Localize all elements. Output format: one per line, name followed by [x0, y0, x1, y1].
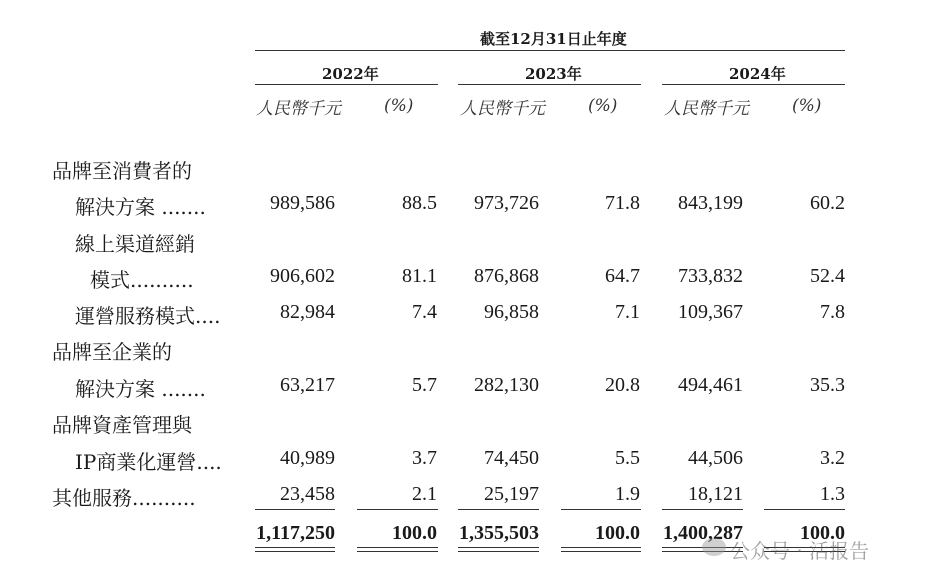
row-label: 其他服務..........	[52, 486, 196, 510]
table-cell: 63,217	[280, 374, 335, 396]
table-cell: 88.5	[402, 192, 437, 214]
subtotal-rule	[764, 509, 845, 510]
table-cell: 35.3	[810, 374, 845, 396]
table-cell: 44,506	[688, 447, 743, 469]
table-cell: 3.2	[820, 447, 845, 469]
total-cell: 1,117,250	[256, 522, 335, 544]
table-cell: 2.1	[412, 483, 437, 505]
table-cell: 60.2	[810, 192, 845, 214]
year-2023: 2023年	[525, 65, 582, 83]
table-cell: 989,586	[270, 192, 335, 214]
table-cell: 96,858	[484, 301, 539, 323]
row-label: 解決方案 .......	[75, 377, 206, 401]
year-rule-2022	[255, 84, 438, 85]
year-2024: 2024年	[729, 65, 786, 83]
table-cell: 5.5	[615, 447, 640, 469]
total-cell: 100.0	[800, 522, 845, 544]
table-cell: 7.8	[820, 301, 845, 323]
table-cell: 74,450	[484, 447, 539, 469]
total-double-rule	[561, 547, 641, 552]
table-cell: 25,197	[484, 483, 539, 505]
table-cell: 64.7	[605, 265, 640, 287]
subtotal-rule	[458, 509, 539, 510]
table-cell: 494,461	[678, 374, 743, 396]
table-cell: 282,130	[474, 374, 539, 396]
row-label: 品牌至企業的	[52, 340, 172, 364]
total-cell: 1,355,503	[459, 522, 539, 544]
watermark-text: 公众号 · 活报告	[730, 539, 870, 563]
total-cell: 1,400,287	[663, 522, 743, 544]
total-cell: 100.0	[392, 522, 437, 544]
table-cell: 5.7	[412, 374, 437, 396]
row-label: 品牌資產管理與	[52, 413, 192, 437]
table-cell: 3.7	[412, 447, 437, 469]
unit-pct-2024: (%)	[792, 96, 822, 116]
table-cell: 906,602	[270, 265, 335, 287]
period-rule	[255, 50, 845, 51]
table-cell: 733,832	[678, 265, 743, 287]
row-label: 線上渠道經銷	[75, 232, 195, 256]
unit-pct-2023: (%)	[588, 96, 618, 116]
year-rule-2024	[662, 84, 845, 85]
period-header: 截至12月31日止年度	[480, 30, 627, 48]
table-cell: 7.1	[615, 301, 640, 323]
table-cell: 1.3	[820, 483, 845, 505]
table-cell: 20.8	[605, 374, 640, 396]
table-cell: 109,367	[678, 301, 743, 323]
subtotal-rule	[255, 509, 335, 510]
total-double-rule	[255, 547, 335, 552]
unit-rmb-2024: 人民幣千元	[664, 99, 749, 119]
unit-rmb-2023: 人民幣千元	[460, 99, 545, 119]
table-cell: 1.9	[615, 483, 640, 505]
table-cell: 18,121	[688, 483, 743, 505]
table-cell: 52.4	[810, 265, 845, 287]
row-label: IP商業化運營....	[75, 450, 222, 474]
wechat-icon	[702, 538, 726, 556]
table-cell: 7.4	[412, 301, 437, 323]
subtotal-rule	[561, 509, 641, 510]
unit-rmb-2022: 人民幣千元	[256, 99, 341, 119]
total-double-rule	[357, 547, 438, 552]
year-rule-2023	[458, 84, 641, 85]
subtotal-rule	[357, 509, 438, 510]
table-cell: 23,458	[280, 483, 335, 505]
table-cell: 973,726	[474, 192, 539, 214]
year-2022: 2022年	[322, 65, 379, 83]
unit-pct-2022: (%)	[384, 96, 414, 116]
total-double-rule	[458, 547, 539, 552]
row-label: 品牌至消費者的	[52, 159, 192, 183]
row-label: 模式..........	[90, 268, 194, 292]
table-cell: 843,199	[678, 192, 743, 214]
row-label: 運營服務模式....	[75, 304, 221, 328]
total-cell: 100.0	[595, 522, 640, 544]
subtotal-rule	[662, 509, 743, 510]
table-cell: 40,989	[280, 447, 335, 469]
table-cell: 876,868	[474, 265, 539, 287]
row-label: 解決方案 .......	[75, 195, 206, 219]
table-cell: 71.8	[605, 192, 640, 214]
table-cell: 81.1	[402, 265, 437, 287]
table-cell: 82,984	[280, 301, 335, 323]
